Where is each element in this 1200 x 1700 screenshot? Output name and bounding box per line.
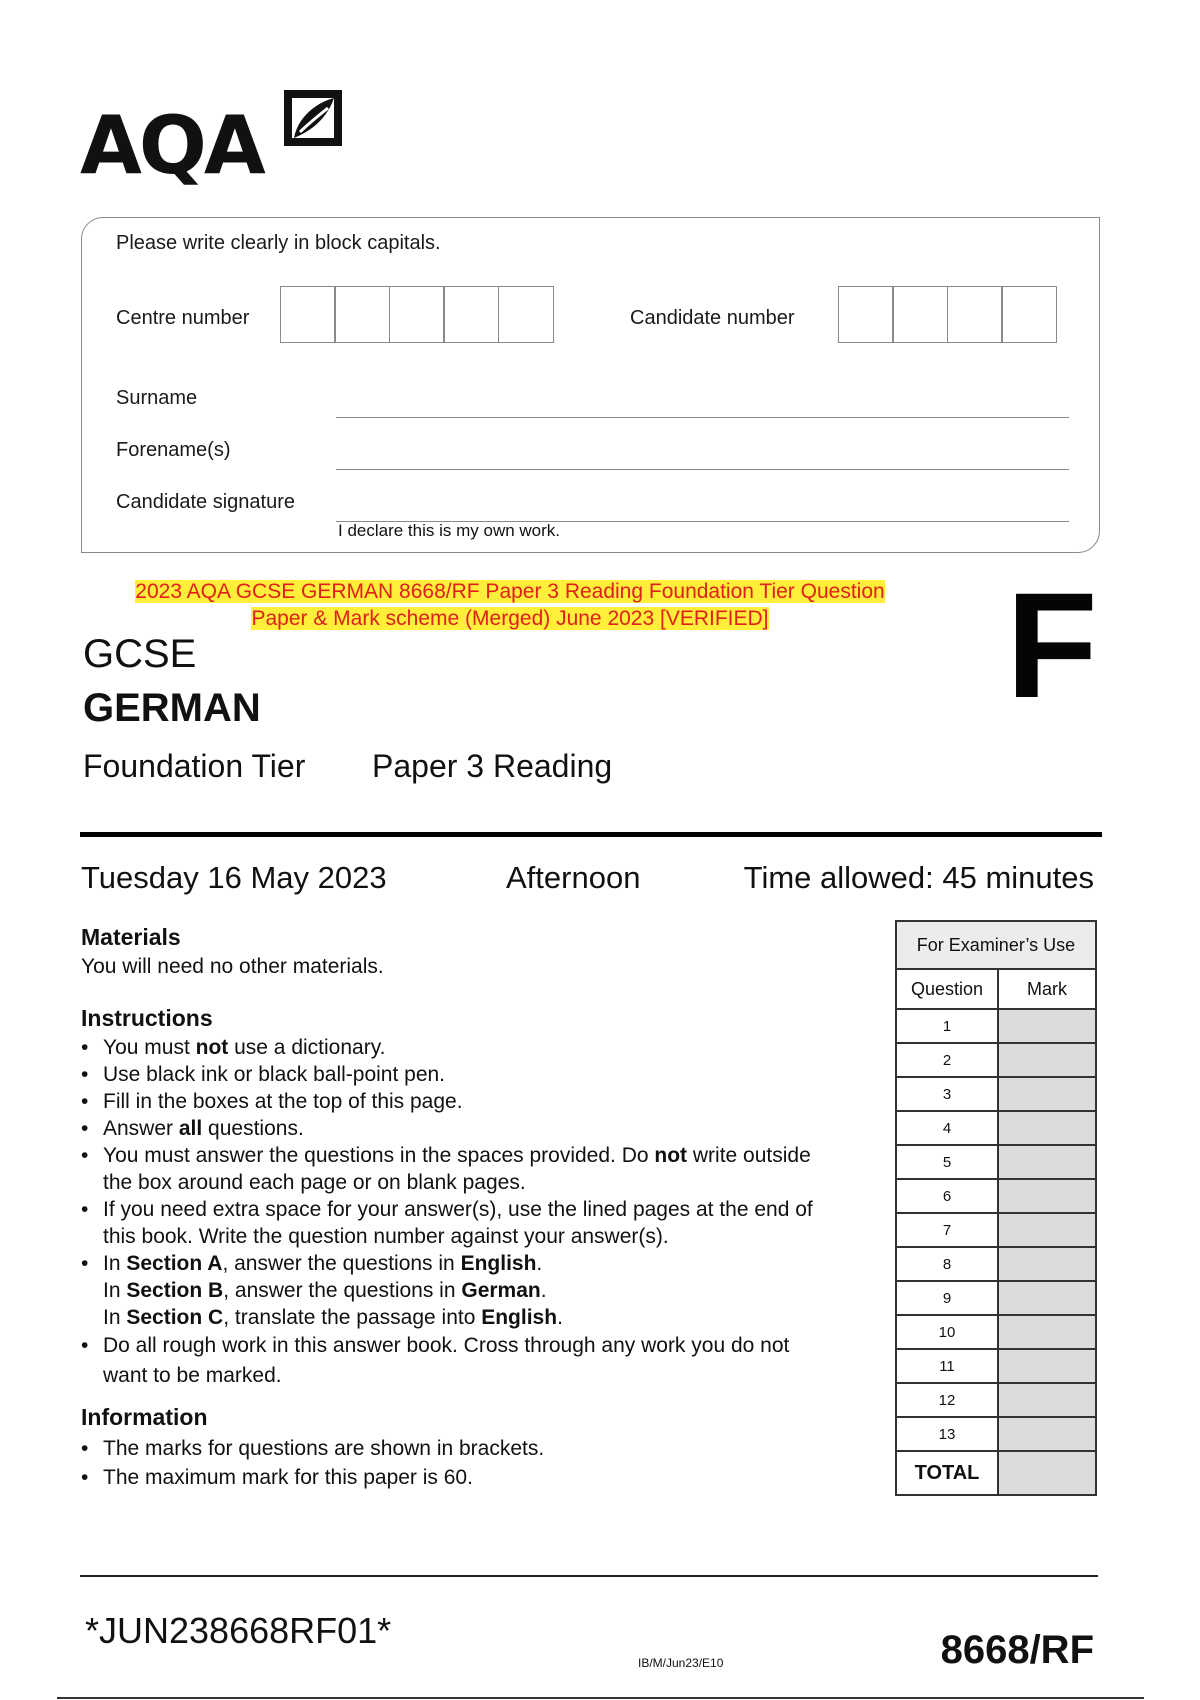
instruction-item: • Fill in the boxes at the top of this page. (81, 1088, 881, 1115)
mark-cell (998, 1179, 1096, 1213)
examiner-table-row (896, 1383, 1096, 1417)
question-number: 8 (896, 1247, 998, 1281)
mark-cell (998, 1383, 1096, 1417)
mark-cell (998, 1145, 1096, 1179)
question-number: 7 (896, 1213, 998, 1247)
materials-text: You will need no other materials. (81, 955, 384, 978)
question-column-header: Question (896, 969, 998, 1009)
question-number: 13 (896, 1417, 998, 1451)
examiner-use-table (895, 920, 1097, 1496)
aqa-leaf-icon (284, 90, 342, 146)
question-number: 11 (896, 1349, 998, 1383)
exam-session: Afternoon (506, 860, 641, 895)
header-divider (80, 832, 1102, 837)
mark-column-header: Mark (998, 969, 1096, 1009)
information-item: • The maximum mark for this paper is 60. (81, 1463, 881, 1492)
examiner-table-row (896, 1315, 1096, 1349)
information-heading: Information (81, 1404, 208, 1430)
tier-name: Foundation Tier (83, 748, 306, 784)
examiner-table-row (896, 1417, 1096, 1451)
signature-label: Candidate signature (116, 491, 296, 513)
instruction-item: • You must answer the questions in the spaces provided. Do not write outside the box around each page or on blank pages. (81, 1142, 881, 1196)
instruction-item: • Do all rough work in this answer book. Cross through any work you do not want to be marked. (81, 1331, 881, 1391)
question-number: 10 (896, 1315, 998, 1349)
candidate-number-digit[interactable] (838, 286, 894, 343)
instruction-item: • Answer all questions. (81, 1115, 881, 1142)
qualification: GCSE (83, 632, 197, 676)
instruction-item: • Use black ink or black ball-point pen. (81, 1061, 881, 1088)
examiner-table-title: For Examiner’s Use (896, 921, 1096, 969)
highlighted-title (104, 578, 916, 632)
question-number: 2 (896, 1043, 998, 1077)
materials-heading: Materials (81, 924, 181, 950)
centre-number-label: Centre number (116, 307, 250, 329)
total-mark-cell (998, 1451, 1096, 1495)
mark-cell (998, 1077, 1096, 1111)
declaration-text: I declare this is my own work. (338, 521, 561, 540)
subject-name: GERMAN (83, 686, 261, 730)
centre-number-boxes[interactable] (281, 286, 554, 343)
candidate-number-boxes[interactable] (839, 286, 1057, 343)
examiner-table-row (896, 1077, 1096, 1111)
examiner-table-row (896, 1281, 1096, 1315)
question-number: 1 (896, 1009, 998, 1043)
surname-label: Surname (116, 387, 198, 409)
candidate-details-box (81, 217, 1100, 553)
surname-line[interactable] (336, 417, 1069, 418)
question-number: 12 (896, 1383, 998, 1417)
question-number: 4 (896, 1111, 998, 1145)
candidate-number-digit[interactable] (1001, 286, 1057, 343)
tier-letter: F (1006, 561, 1098, 729)
centre-number-digit[interactable] (280, 286, 336, 343)
question-number: 9 (896, 1281, 998, 1315)
centre-number-digit[interactable] (498, 286, 554, 343)
examiner-table-row (896, 1111, 1096, 1145)
mark-cell (998, 1043, 1096, 1077)
mark-cell (998, 1111, 1096, 1145)
paper-name: Paper 3 Reading (372, 748, 613, 784)
examiner-table-row (896, 1247, 1096, 1281)
time-allowed: Time allowed: 45 minutes (743, 860, 1094, 895)
barcode-id: *JUN238668RF01* (85, 1610, 392, 1651)
examiner-table-row (896, 1009, 1096, 1043)
total-label: TOTAL (896, 1451, 998, 1495)
mark-cell (998, 1247, 1096, 1281)
question-number: 5 (896, 1145, 998, 1179)
instruction-item: • If you need extra space for your answer(s), use the lined pages at the end of this book. Write the question number against your answer(s). (81, 1196, 881, 1250)
instruction-item: • You must not use a dictionary. (81, 1034, 881, 1061)
paper-code: 8668/RF (940, 1628, 1094, 1672)
examiner-table-rows (896, 1009, 1096, 1451)
examiner-table-row (896, 1349, 1096, 1383)
examiner-table-row (896, 1213, 1096, 1247)
examiner-table-row (896, 1043, 1096, 1077)
exam-date: Tuesday 16 May 2023 (81, 860, 387, 895)
centre-number-digit[interactable] (443, 286, 499, 343)
examiner-table-row (896, 1179, 1096, 1213)
highlighted-title-line-2: Paper & Mark scheme (Merged) June 2023 [VERIFIED] (251, 607, 769, 630)
mark-cell (998, 1009, 1096, 1043)
paper-reference: IB/M/Jun23/E10 (638, 1656, 724, 1670)
forenames-label: Forename(s) (116, 439, 231, 461)
page-bottom-rule (57, 1697, 1144, 1699)
information-item: • The marks for questions are shown in brackets. (81, 1434, 881, 1463)
instruction-item: • In Section A, answer the questions in English. In Section B, answer the questions in German. In Section C, translate the passage into English. (81, 1250, 881, 1331)
candidate-number-label: Candidate number (630, 307, 795, 329)
aqa-logo (80, 88, 350, 192)
candidate-number-digit[interactable] (892, 286, 948, 343)
question-number: 3 (896, 1077, 998, 1111)
information-list (81, 1434, 881, 1492)
mark-cell (998, 1349, 1096, 1383)
instructions-list (81, 1034, 881, 1391)
mark-cell (998, 1417, 1096, 1451)
mark-cell (998, 1213, 1096, 1247)
centre-number-digit[interactable] (334, 286, 390, 343)
candidate-number-digit[interactable] (947, 286, 1003, 343)
aqa-logo-text: AQA (80, 99, 263, 192)
centre-number-digit[interactable] (389, 286, 445, 343)
mark-cell (998, 1281, 1096, 1315)
footer-divider (80, 1575, 1098, 1577)
highlighted-title-line-1: 2023 AQA GCSE GERMAN 8668/RF Paper 3 Reading Foundation Tier Question (135, 580, 885, 603)
forenames-line[interactable] (336, 469, 1069, 470)
mark-cell (998, 1315, 1096, 1349)
instructions-heading: Instructions (81, 1005, 213, 1031)
block-capitals-instruction: Please write clearly in block capitals. (116, 232, 441, 254)
examiner-table-row (896, 1145, 1096, 1179)
question-number: 6 (896, 1179, 998, 1213)
